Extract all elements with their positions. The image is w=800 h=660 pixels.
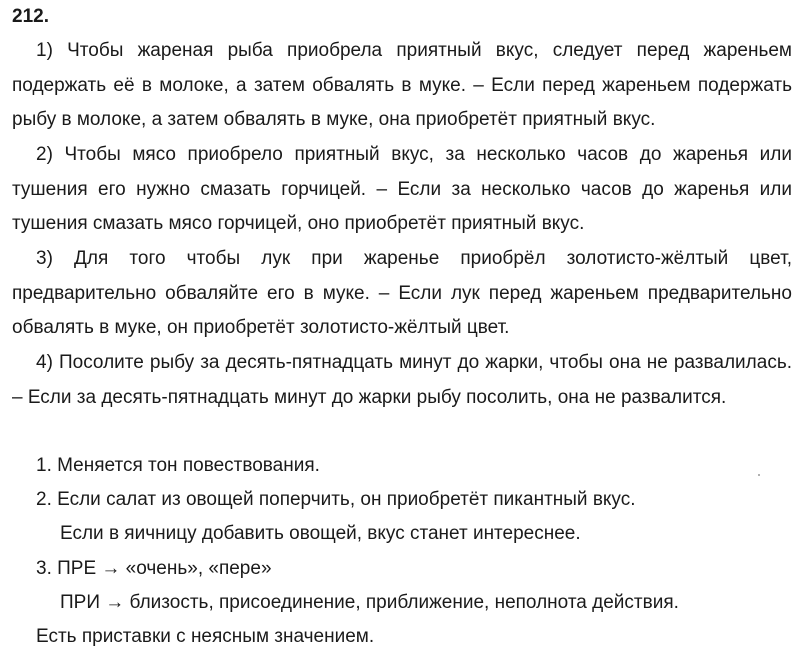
paragraph-1: 1) Чтобы жареная рыба приобрела приятный вкус, следует перед жареньем подержать её в молоке, а затем обвалять в муке. – Если перед жареньем подержать рыбу в молоке, а затем обвалять в муке, она приобретёт приятный вкус. bbox=[12, 40, 792, 130]
stray-dot bbox=[758, 474, 760, 476]
paragraph-3: 3) Для того чтобы лук при жаренье приобрёл золотисто-жёлтый цвет, предварительно обваляйте его в муке. – Если лук перед жареньем предварительно обвалять в муке, он приобретёт золотисто-жёлтый цвет. bbox=[12, 248, 792, 338]
answer-3-line-2: ПРИ → близость, присоединение, приближение, неполнота действия. bbox=[60, 592, 679, 613]
answer-2-line-2: Если в яичницу добавить овощей, вкус станет интереснее. bbox=[60, 523, 581, 544]
answer-3-line-3: Есть приставки с неясным значением. bbox=[36, 626, 375, 647]
paragraph-2: 2) Чтобы мясо приобрело приятный вкус, за несколько часов до жаренья или тушения его нужно смазать горчицей. – Если за несколько часов до жаренья или тушения смазать мясо горчицей, оно приобретёт приятный вкус. bbox=[12, 144, 792, 234]
exercise-number: 212. bbox=[12, 6, 49, 27]
paragraph-4: 4) Посолите рыбу за десять-пятнадцать минут до жарки, чтобы она не развалилась. – Если за десять-пятнадцать минут до жарки рыбу посолить, она не развалится. bbox=[12, 352, 792, 408]
answer-2-line-1: 2. Если салат из овощей поперчить, он приобретёт пикантный вкус. bbox=[36, 489, 636, 510]
answer-1: 1. Меняется тон повествования. bbox=[36, 455, 320, 476]
answer-3-line-1: 3. ПРЕ → «очень», «пере» bbox=[36, 558, 272, 579]
